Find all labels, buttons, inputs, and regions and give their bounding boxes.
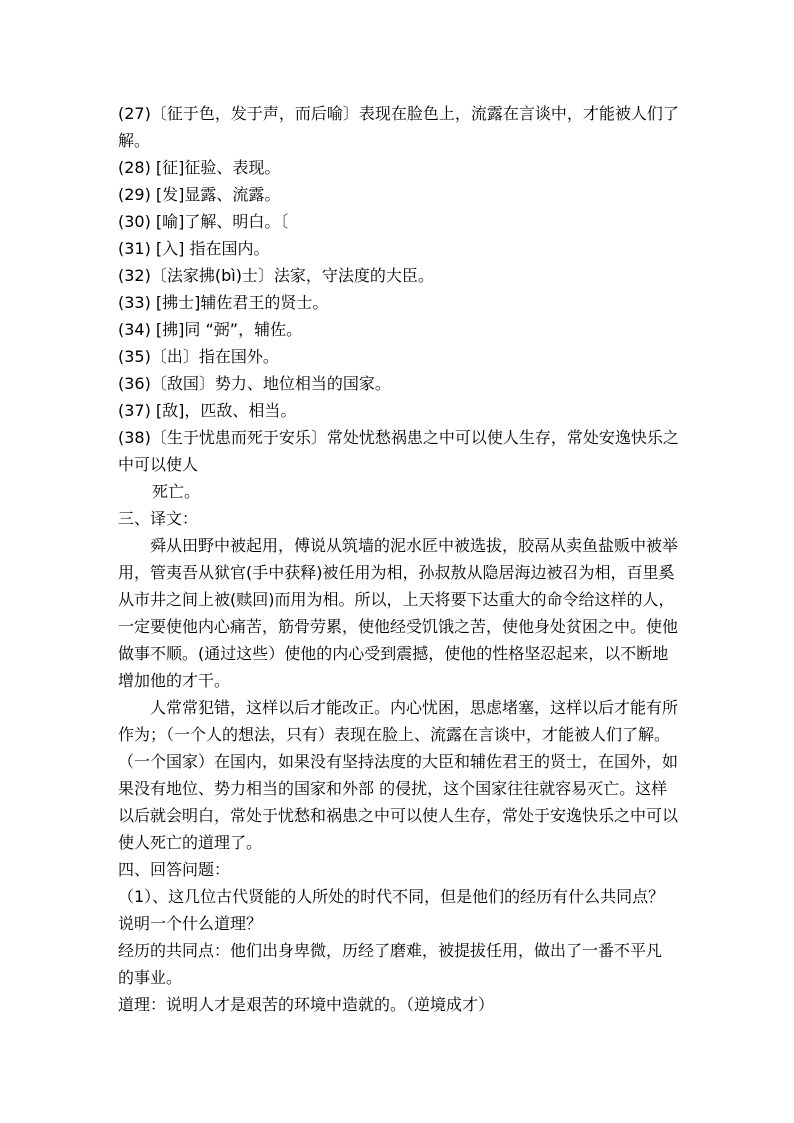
note-33 xyxy=(118,289,678,316)
note-35 xyxy=(118,343,678,370)
section-heading: 四、回答问题： xyxy=(118,860,231,879)
note-37 xyxy=(118,397,678,424)
note-line: 死亡。 xyxy=(152,482,201,501)
note-line: (36)〔敌国〕势力、地位相当的国家。 xyxy=(118,374,391,393)
paragraph-line: 人常常犯错，这样以后才能改正。内心忧困，思虑堵塞，这样以后才能有所 xyxy=(150,698,679,717)
note-line: (27)〔征于色，发于声，而后喻〕表现在脸色上，流露在言谈中，才能被人们了 xyxy=(118,104,679,123)
paragraph-line: 使人死亡的道理了。 xyxy=(118,833,263,852)
note-34 xyxy=(118,316,678,343)
document-page xyxy=(118,100,678,1018)
note-38 xyxy=(118,424,678,505)
note-29 xyxy=(118,181,678,208)
paragraph-line: 果没有地位、势力相当的国家和外部 的侵扰，这个国家往往就容易灭亡。这样 xyxy=(118,779,668,798)
question-1 xyxy=(118,883,678,937)
note-32 xyxy=(118,262,678,289)
answer-line: 的事业。 xyxy=(118,968,183,987)
paragraph-line: 舜从田野中被起用，傅说从筑墙的泥水匠中被选拔，胶鬲从卖鱼盐贩中被举 xyxy=(150,536,679,555)
question-line: 说明一个什么道理？ xyxy=(118,914,263,933)
note-line: (32)〔法家拂(bì)士〕法家，守法度的大臣。 xyxy=(118,266,434,285)
note-line: (33) [拂士]辅佐君王的贤士。 xyxy=(118,293,329,312)
answer-reason: 道理：说明人才是艰苦的环境中造就的。（逆境成才） xyxy=(118,995,495,1014)
translation-section xyxy=(118,505,678,856)
note-line: 解。 xyxy=(118,131,151,150)
paragraph-line: 以后就会明白，常处于忧愁和祸患之中可以使人生存，常处于安逸快乐之中可以 xyxy=(118,806,679,825)
note-line: 中可以使人 xyxy=(118,455,199,474)
paragraph-line: 作为；（一个人的想法，只有）表现在脸上、流露在言谈中，才能被人们了解。 xyxy=(118,725,671,744)
note-30 xyxy=(118,208,678,235)
note-36 xyxy=(118,370,678,397)
translation-paragraph-1 xyxy=(118,532,678,694)
note-line: (34) [拂]同 “弼”，辅佐。 xyxy=(118,320,303,339)
note-27 xyxy=(118,100,678,154)
translation-paragraph-2 xyxy=(118,694,678,856)
note-line: (31) [入] 指在国内。 xyxy=(118,239,270,258)
note-31 xyxy=(118,235,678,262)
paragraph-line: 做事不顺。(通过这些）使他的内心受到震撼，使他的性格坚忍起来，以不断地 xyxy=(118,644,669,663)
paragraph-line: 从市井之间上被(赎回)而用为相。所以，上天将要下达重大的命令给这样的人， xyxy=(118,590,675,609)
note-line: (38)〔生于忧患而死于安乐〕常处忧愁祸患之中可以使人生存，常处安逸快乐之 xyxy=(118,428,679,447)
paragraph-line: （一个国家）在国内，如果没有坚持法度的大臣和辅佐君王的贤士，在国外，如 xyxy=(118,752,679,771)
question-line: （1）、这几位古代贤能的人所处的时代不同，但是他们的经历有什么共同点？ xyxy=(118,887,665,906)
questions-section xyxy=(118,856,678,1018)
note-line: (35)〔出〕指在国外。 xyxy=(118,347,279,366)
note-line: (29) [发]显露、流露。 xyxy=(118,185,281,204)
paragraph-line: 一定要使他内心痛苦，筋骨劳累，使他经受饥饿之苦，使他身处贫困之中。使他 xyxy=(118,617,679,636)
answer-line: 经历的共同点：他们出身卑微，历经了磨难，被提拔任用，做出了一番不平凡 xyxy=(118,941,663,960)
paragraph-line: 用，管夷吾从狱官(手中获释)被任用为相，孙叔敖从隐居海边被召为相，百里奚 xyxy=(118,563,675,582)
paragraph-line: 增加他的才干。 xyxy=(118,671,231,690)
note-line: (28) [征]征验、表现。 xyxy=(118,158,281,177)
section-heading: 三、译文： xyxy=(118,509,199,528)
note-line: (30) [喻]了解、明白。〔 xyxy=(118,212,289,231)
note-28 xyxy=(118,154,678,181)
notes-section xyxy=(118,100,678,505)
answer-common-point xyxy=(118,937,678,991)
note-line: (37) [敌]，匹敌、相当。 xyxy=(118,401,297,420)
